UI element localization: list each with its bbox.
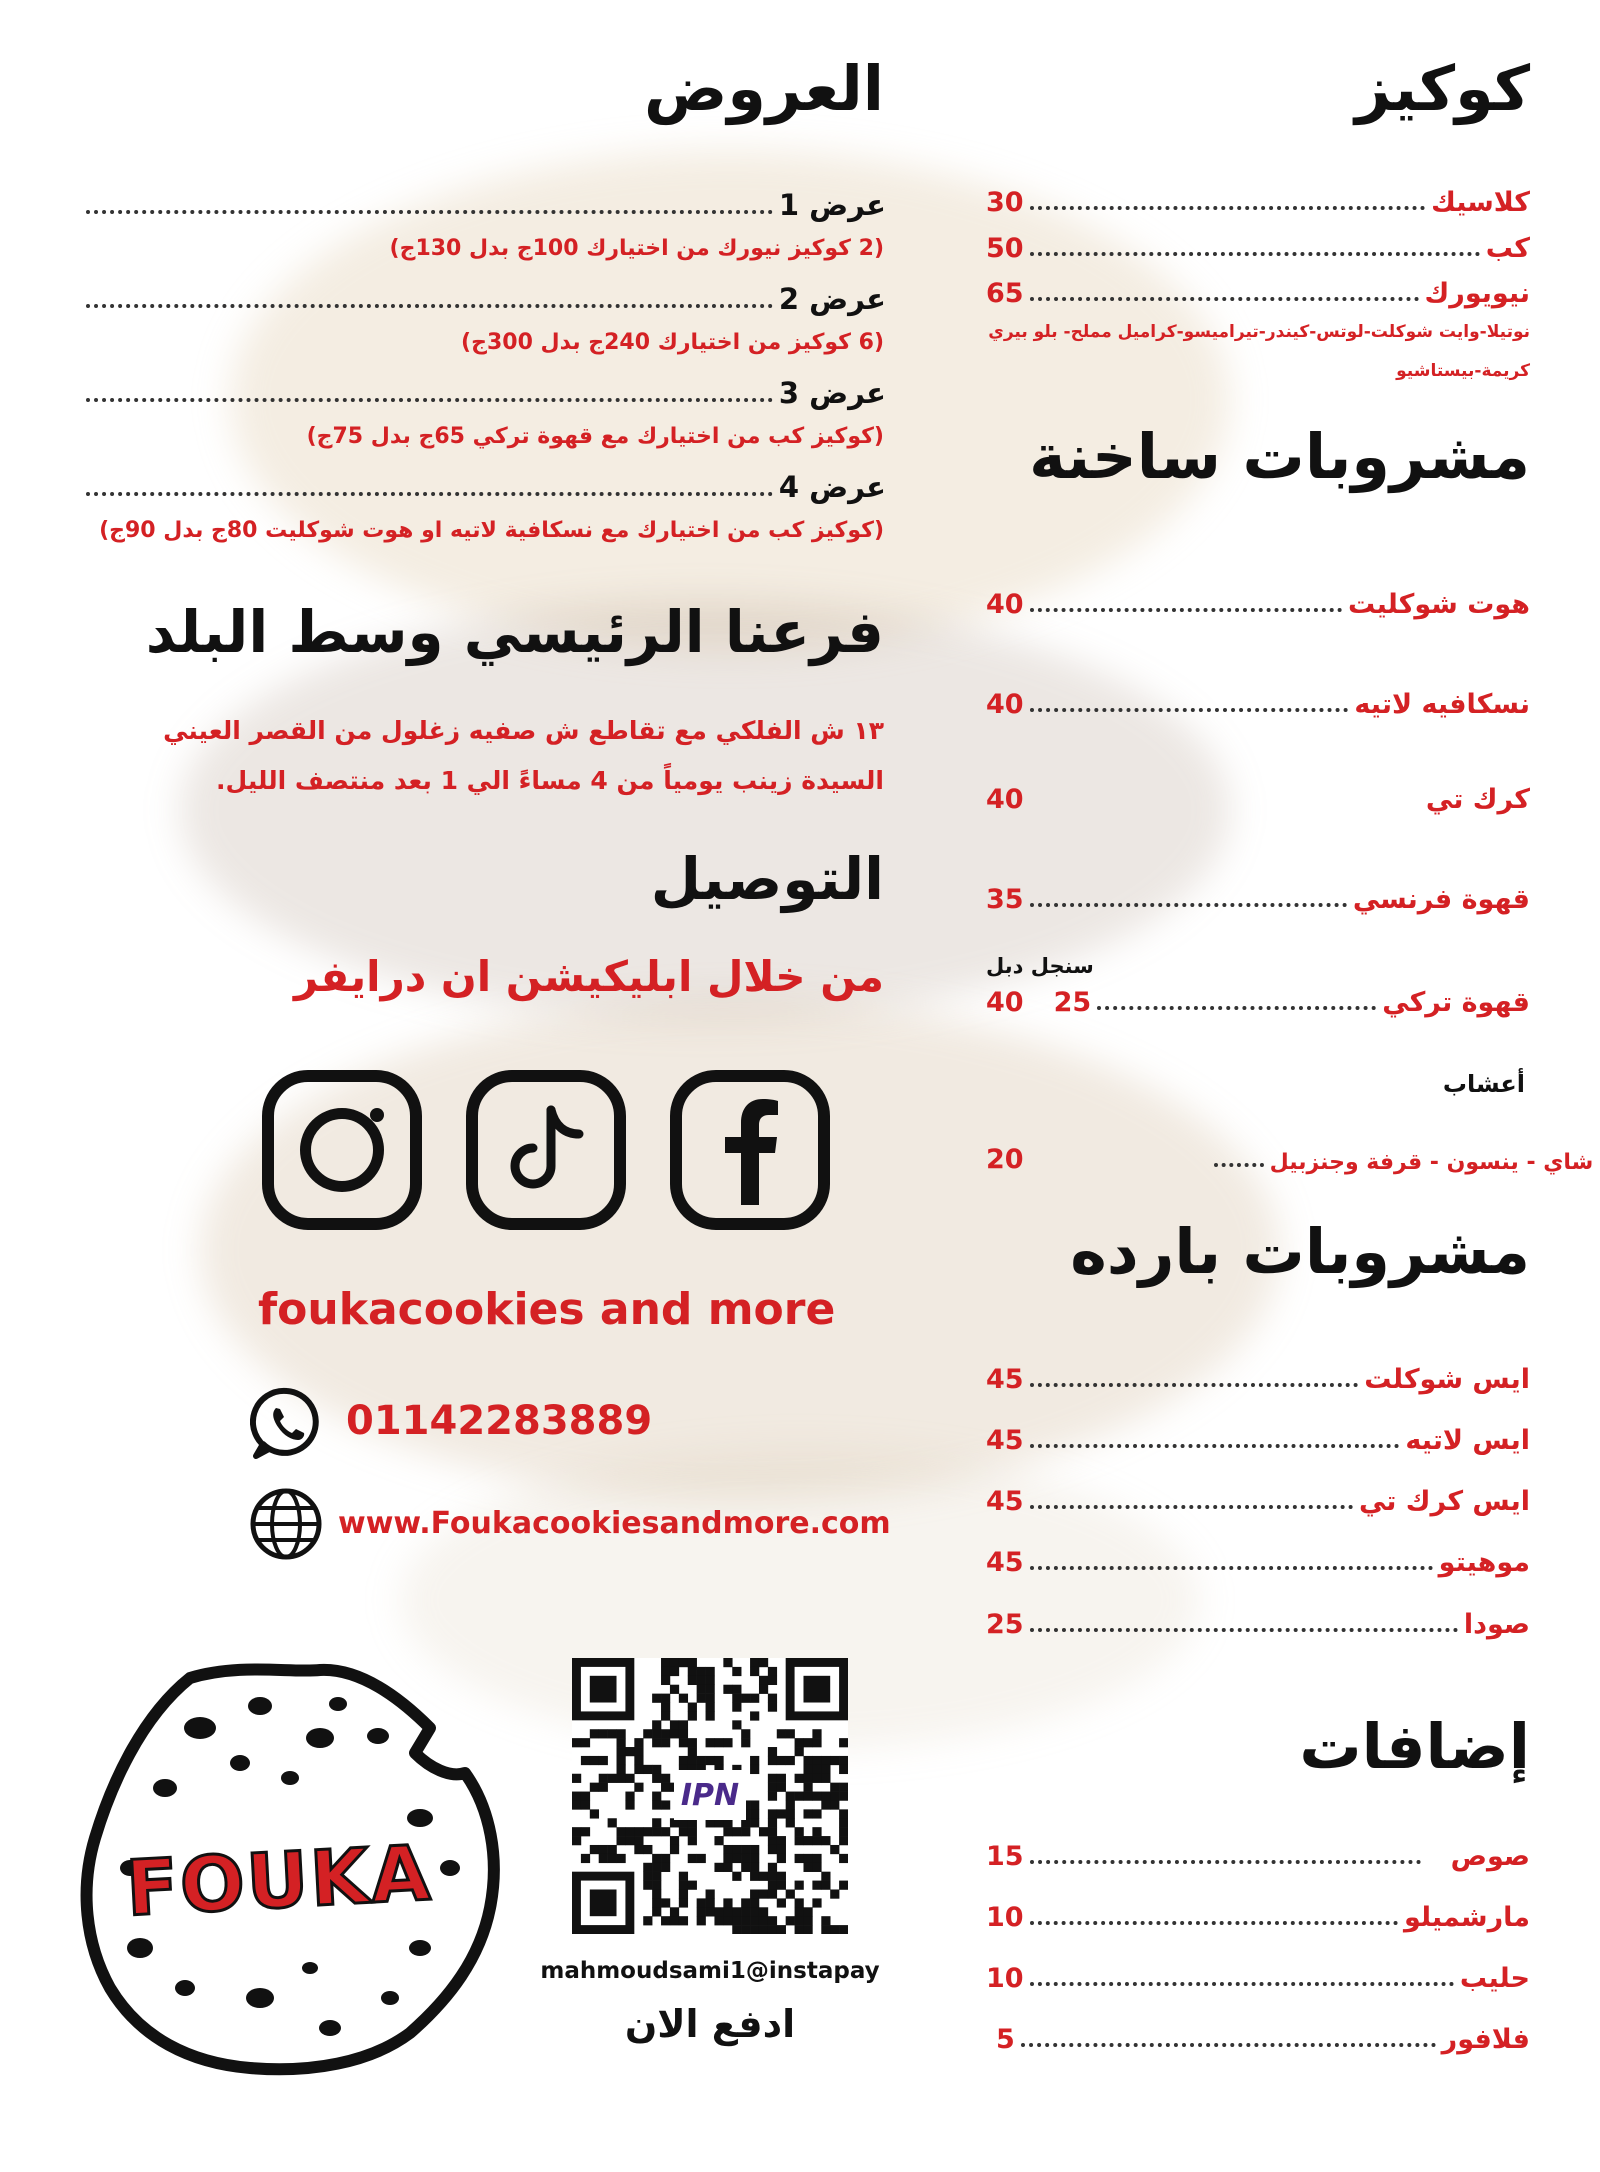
dot-leader [1030, 1505, 1353, 1509]
instapay-handle[interactable]: mahmoudsami1@instapay [540, 1958, 880, 1984]
size-label: سنجل دبل [986, 954, 1094, 978]
fouka-logo [70, 1658, 510, 2078]
globe-icon [248, 1486, 324, 1562]
menu-item-nescafe-latte [986, 680, 1530, 720]
item-price: 25 [986, 1609, 1024, 1640]
dot-leader [1030, 1921, 1398, 1925]
dot-leader [1030, 297, 1419, 301]
offer-1-desc: (2 كوكيز نيورك من اختيارك 100ج بدل 130ج) [389, 236, 884, 261]
offer-4-desc: (كوكيز كب من اختيارك مع نسكافية لاتيه او هوت شوكليت 80ج بدل 90ج) [99, 518, 884, 543]
menu-item-marshmallow [986, 1893, 1530, 1933]
item-price-single: 25 [1053, 987, 1092, 1018]
offer-title: عرض 3 [778, 376, 886, 410]
item-name: صوص [1450, 1841, 1530, 1872]
item-price: 40 [986, 689, 1024, 720]
menu-item-flavor [996, 2015, 1530, 2055]
item-name: كرك تي [1425, 784, 1530, 815]
item-name: قهوة فرنسي [1352, 884, 1530, 915]
item-name: ايس كرك تي [1358, 1486, 1530, 1517]
menu-item-ice-chocolate [986, 1355, 1530, 1395]
hot-drinks-title: مشروبات ساخنة [1029, 420, 1530, 493]
whatsapp-icon[interactable] [250, 1386, 324, 1460]
item-price: 65 [986, 278, 1024, 309]
item-name: نسكافيه لاتيه [1354, 689, 1530, 720]
branch-address-line-1: ١٣ ش الفلكي مع تقاطع ش صفيه زغلول من القصر العيني [163, 716, 884, 745]
item-name: موهيتو [1438, 1547, 1530, 1578]
dot-leader [1030, 1566, 1433, 1570]
item-price: 20 [986, 1144, 1024, 1175]
dot-leader [86, 398, 773, 402]
dot-leader [86, 210, 773, 214]
delivery-subtitle: من خلال ابليكيشن ان درايفر [294, 952, 884, 1001]
extras-title: إضافات [1299, 1710, 1530, 1783]
item-price: 40 [986, 784, 1024, 815]
item-name: شاي - ينسون - قرفة وجنزبيل [1269, 1150, 1594, 1175]
item-name: فلافور [1441, 2024, 1530, 2055]
menu-item-classic [986, 178, 1530, 218]
menu-item-herbs [986, 1135, 1594, 1175]
item-name: ايس لاتيه [1405, 1425, 1530, 1456]
item-price: 30 [986, 187, 1024, 218]
dot-leader [1030, 903, 1347, 907]
dot-leader [1030, 1982, 1454, 1986]
logo-text: FOUKA [123, 1828, 435, 1933]
offer-4 [86, 460, 886, 504]
item-price: 10 [986, 1963, 1024, 1994]
dot-leader [1030, 1860, 1421, 1864]
menu-item-french-coffee [986, 875, 1530, 915]
dot-leader [1030, 708, 1349, 712]
dot-leader [1030, 206, 1426, 210]
item-price: 10 [986, 1902, 1024, 1933]
offer-3 [86, 366, 886, 410]
offers-title: العروض [643, 52, 884, 125]
item-name: كب [1485, 233, 1530, 264]
offer-2 [86, 272, 886, 316]
offer-title: عرض 2 [778, 282, 886, 316]
offer-title: عرض 4 [778, 470, 886, 504]
item-price: 35 [986, 884, 1024, 915]
delivery-title: التوصيل [650, 845, 884, 913]
dot-leader [1030, 1444, 1400, 1448]
item-price: 50 [986, 233, 1024, 264]
item-name: نيويورك [1424, 278, 1530, 309]
menu-item-ice-latte [986, 1416, 1530, 1456]
branch-address-line-2: السيدة زينب يومياً من 4 مساءً الي 1 بعد منتصف الليل. [216, 766, 884, 795]
item-price: 5 [996, 2024, 1015, 2055]
offer-1 [86, 178, 886, 222]
facebook-icon[interactable] [670, 1070, 830, 1230]
dot-leader [86, 492, 773, 496]
instagram-lens [300, 1108, 384, 1192]
offer-2-desc: (6 كوكيز من اختيارك 240ج بدل 300ج) [461, 330, 884, 355]
instapay-qr-code[interactable] [572, 1658, 848, 1934]
item-price: 45 [986, 1364, 1024, 1395]
branch-title: فرعنا الرئيسي وسط البلد [145, 598, 884, 666]
cookies-section-title: كوكيز [1355, 52, 1530, 125]
dot-leader [1030, 1383, 1359, 1387]
offer-3-desc: (كوكيز كب من اختيارك مع قهوة تركي 65ج بدل 75ج) [306, 424, 884, 449]
dot-leader [1030, 1628, 1458, 1632]
tiktok-glyph [501, 1102, 591, 1198]
instagram-icon[interactable] [262, 1070, 422, 1230]
menu-item-sauce [986, 1832, 1530, 1872]
menu-item-soda [986, 1600, 1530, 1640]
item-price: 45 [986, 1486, 1024, 1517]
dot-leader [1097, 1006, 1376, 1010]
item-price: 40 [986, 589, 1024, 620]
menu-item-cup [986, 224, 1530, 264]
globe-glyph [248, 1486, 324, 1562]
menu-item-karak-tea [986, 775, 1530, 815]
phone-number[interactable]: 01142283889 [346, 1398, 653, 1444]
facebook-glyph [715, 1095, 785, 1205]
menu-item-newyork [986, 269, 1530, 309]
menu-item-hot-chocolate [986, 580, 1530, 620]
pay-now-label[interactable]: ادفع الان [624, 2002, 796, 2046]
item-price-double: 40 [986, 987, 1024, 1018]
menu-item-ice-karak [986, 1477, 1530, 1517]
cold-drinks-title: مشروبات بارده [1070, 1215, 1530, 1288]
flavors-line-1: نوتيلا-وايت شوكلت-لوتس-كيندر-تيراميسو-كراميل مملح- بلو بيري [988, 322, 1530, 342]
herbs-title: أعشاب [1442, 1070, 1525, 1098]
item-name: هوت شوكليت [1348, 589, 1530, 620]
dot-leader [1030, 608, 1342, 612]
item-name: ايس شوكلت [1364, 1364, 1530, 1395]
whatsapp-glyph [250, 1386, 324, 1460]
website-link[interactable]: www.Foukacookiesandmore.com [338, 1506, 891, 1541]
qr-logo: IPN [674, 1770, 746, 1820]
item-price: 15 [986, 1841, 1024, 1872]
menu-item-turkish-coffee [986, 978, 1530, 1018]
dot-leader [1030, 252, 1480, 256]
social-handle: foukacookies and more [258, 1284, 836, 1335]
item-name: قهوة تركي [1382, 987, 1530, 1018]
dot-leader [1021, 2043, 1436, 2047]
item-name: كلاسيك [1431, 187, 1530, 218]
item-name: مارشميلو [1403, 1902, 1530, 1933]
instagram-dot [370, 1108, 384, 1122]
item-price: 45 [986, 1425, 1024, 1456]
dot-leader [1214, 1163, 1264, 1167]
item-name: حليب [1459, 1963, 1530, 1994]
offer-title: عرض 1 [778, 188, 886, 222]
tiktok-icon[interactable] [466, 1070, 626, 1230]
item-name: صودا [1463, 1609, 1530, 1640]
menu-item-mojito [986, 1538, 1530, 1578]
menu-item-milk [986, 1954, 1530, 1994]
dot-leader [86, 304, 773, 308]
item-price: 45 [986, 1547, 1024, 1578]
flavors-line-2: كريمة-بيستاشيو [1396, 361, 1530, 381]
